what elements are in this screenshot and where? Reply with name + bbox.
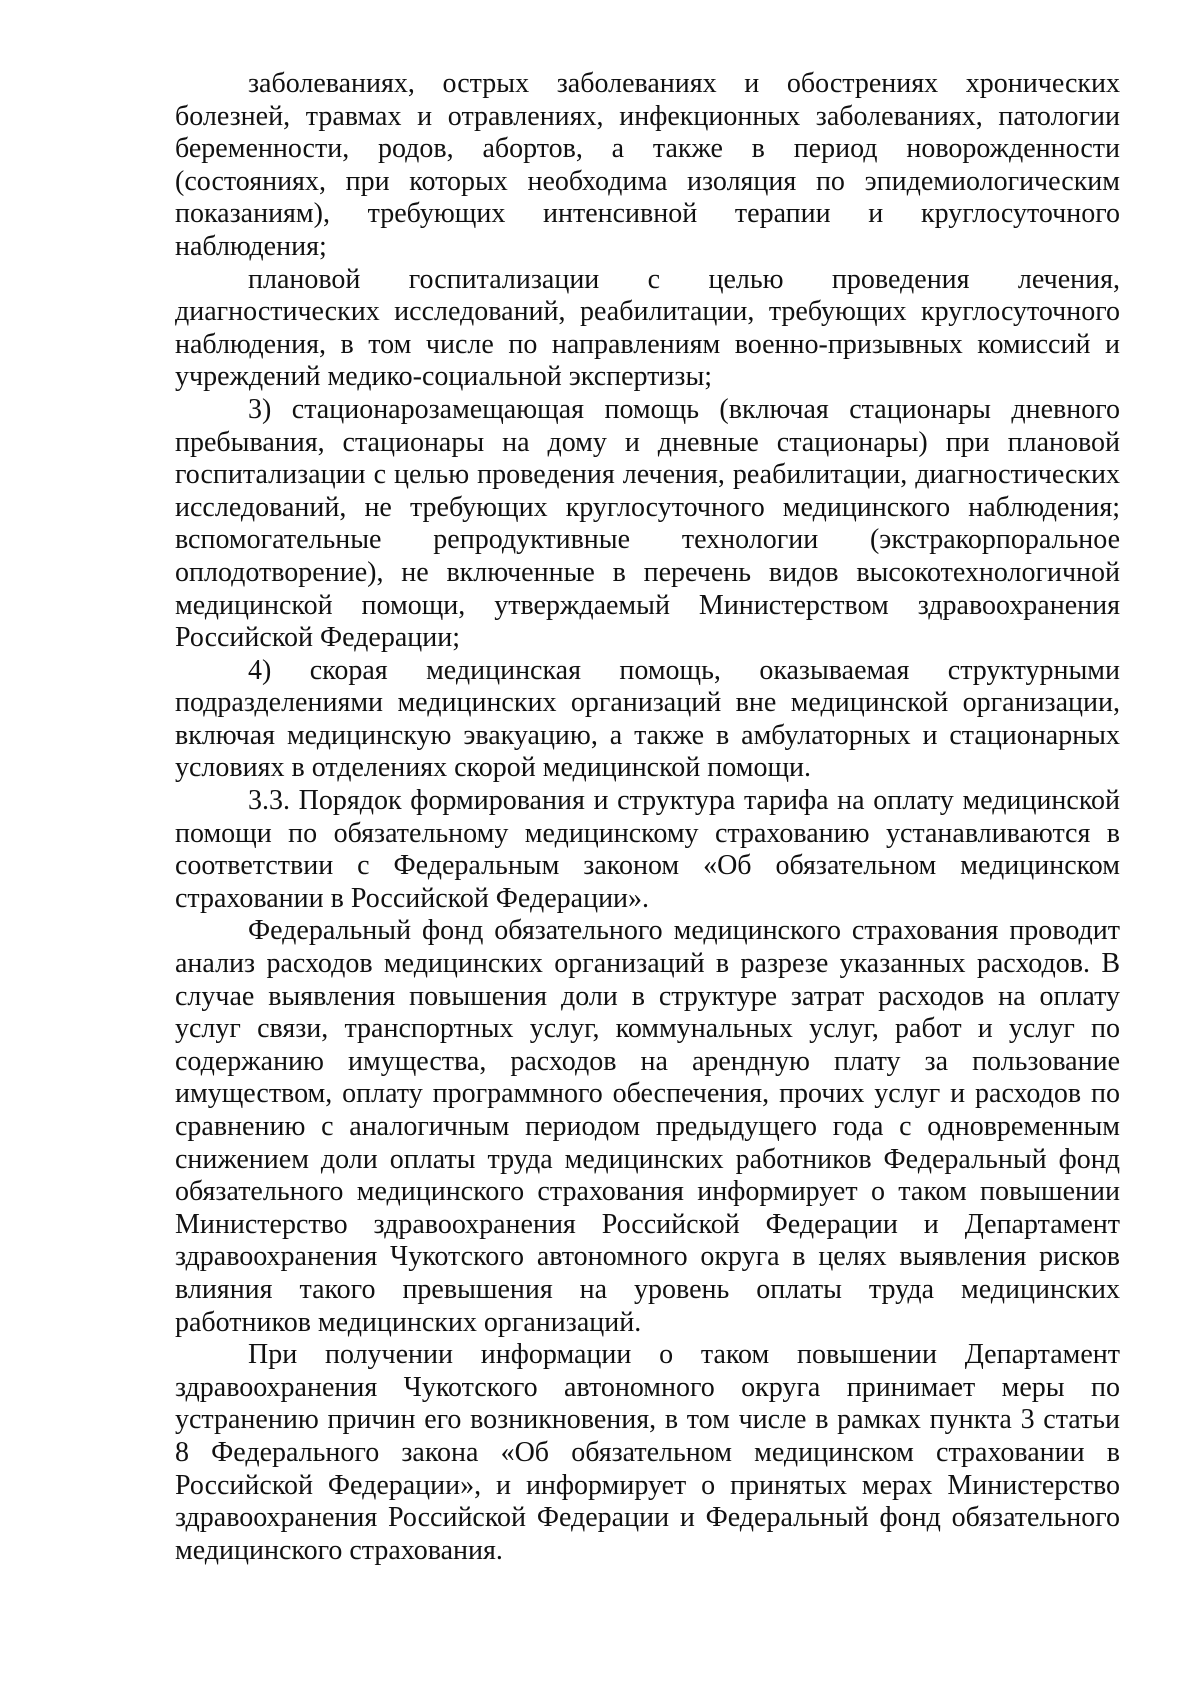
paragraph-planned-hospitalization: плановой госпитализации с целью проведения лечения, диагностических исследований, реабилитации, требующих круглосуточного наблюдения, в том числе по направлениям военно-призывных комиссий и учреждений медико-социальной экспертизы; xyxy=(175,263,1120,393)
paragraph-item-4-emergency-care: 4) скорая медицинская помощь, оказываемая структурными подразделениями медицинских организаций вне медицинской организации, включая медицинскую эвакуацию, а также в амбулаторных и стационарных условиях в отделениях скорой медицинской помощи. xyxy=(175,654,1120,784)
document-page xyxy=(175,68,1120,1567)
paragraph-federal-fund-analysis: Федеральный фонд обязательного медицинского страхования проводит анализ расходов медицинских организаций в разрезе указанных расходов. В случае выявления повышения доли в структуре затрат расходов на оплату услуг связи, транспортных услуг, коммунальных услуг, работ и услуг по содержанию имущества, расходов на арендную плату за пользование имуществом, оплату программного обеспечения, прочих услуг и расходов по сравнению с аналогичным периодом предыдущего года с одновременным снижением доли оплаты труда медицинских работников Федеральный фонд обязательного медицинского страхования информирует о таком повышении Министерство здравоохранения Российской Федерации и Департамент здравоохранения Чукотского автономного округа в целях выявления рисков влияния такого превышения на уровень оплаты труда медицинских работников медицинских организаций. xyxy=(175,915,1120,1338)
paragraph-department-measures: При получении информации о таком повышении Департамент здравоохранения Чукотского автономного округа принимает меры по устранению причин его возникновения, в том числе в рамках пункта 3 статьи 8 Федерального закона «Об обязательном медицинском страховании в Российской Федерации», и информирует о принятых мерах Министерство здравоохранения Российской Федерации и Федеральный фонд обязательного медицинского страхования. xyxy=(175,1339,1120,1566)
paragraph-item-3-day-hospital: 3) стационарозамещающая помощь (включая стационары дневного пребывания, стационары на дому и дневные стационары) при плановой госпитализации с целью проведения лечения, реабилитации, диагностических исследований, не требующих круглосуточного медицинского наблюдения; вспомогательные репродуктивные технологии (экстракорпоральное оплодотворение), не включенные в перечень видов высокотехнологичной медицинской помощи, утверждаемый Министерством здравоохранения Российской Федерации; xyxy=(175,393,1120,654)
paragraph-section-3-3-tariff: 3.3. Порядок формирования и структура тарифа на оплату медицинской помощи по обязательному медицинскому страхованию устанавливаются в соответствии с Федеральным законом «Об обязательном медицинском страховании в Российской Федерации». xyxy=(175,785,1120,914)
paragraph-continuation-hospital-care: заболеваниях, острых заболеваниях и обострениях хронических болезней, травмах и отравлениях, инфекционных заболеваниях, патологии беременности, родов, абортов, а также в период новорожденности (состояниях, при которых необходима изоляция по эпидемиологическим показаниям), требующих интенсивной терапии и круглосуточного наблюдения; xyxy=(175,68,1120,262)
